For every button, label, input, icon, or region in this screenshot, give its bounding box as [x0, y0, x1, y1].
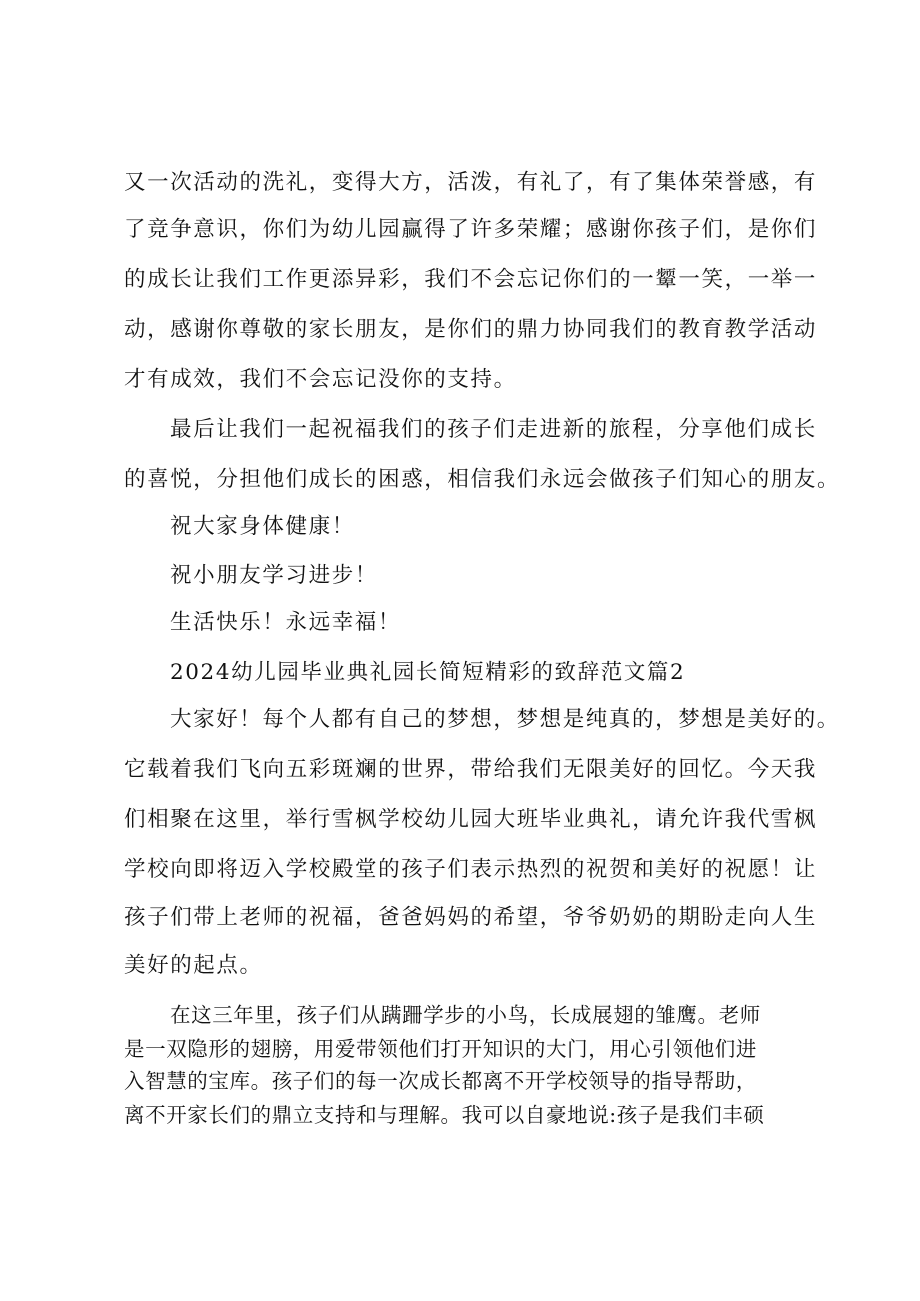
text-line: 最后让我们一起祝福我们的孩子们走进新的旅程，分享他们成长: [170, 417, 817, 442]
text-line: 生活快乐！永远幸福！: [170, 610, 402, 635]
text-line: 入智慧的宝库。孩子们的每一次成长都离不开学校领导的指导帮助，: [124, 1069, 757, 1093]
text-line: 们相聚在这里，举行雪枫学校幼儿园大班毕业典礼，请允许我代雪枫: [124, 807, 818, 832]
text-line: 动，感谢你尊敬的家长朋友，是你们的鼎力协同我们的教育教学活动: [124, 317, 818, 342]
text-line: 离不开家长们的鼎立支持和与理解。我可以自豪地说:孩子是我们丰硕: [124, 1103, 765, 1127]
text-line: 它载着我们飞向五彩斑斓的世界，带给我们无限美好的回忆。今天我: [124, 757, 818, 782]
section-heading: 2024幼儿园毕业典礼园长简短精彩的致辞范文篇2: [170, 660, 686, 685]
text-line: 学校向即将迈入学校殿堂的孩子们表示热烈的祝贺和美好的祝愿！让: [124, 857, 818, 882]
text-line: 美好的起点。: [124, 953, 263, 978]
text-line: 的喜悦，分担他们成长的困惑，相信我们永远会做孩子们知心的朋友。: [124, 467, 841, 492]
text-line: 的成长让我们工作更添异彩，我们不会忘记你们的一颦一笑，一举一: [124, 267, 818, 292]
text-line: 祝小朋友学习进步！: [170, 563, 378, 588]
text-line: 在这三年里，孩子们从蹒跚学步的小鸟，长成展翅的雏鹰。老师: [170, 1003, 761, 1027]
text-line: 才有成效，我们不会忘记没你的支持。: [124, 367, 517, 392]
text-line: 是一双隐形的翅膀，用爱带领他们打开知识的大门，用心引领他们进: [124, 1037, 757, 1061]
text-line: 大家好！每个人都有自己的梦想，梦想是纯真的，梦想是美好的。: [170, 707, 840, 732]
text-line: 了竞争意识，你们为幼儿园赢得了许多荣耀；感谢你孩子们，是你们: [124, 217, 818, 242]
text-line: 又一次活动的洗礼，变得大方，活泼，有礼了，有了集体荣誉感，有: [124, 170, 818, 195]
text-line: 祝大家身体健康！: [170, 514, 355, 539]
text-line: 孩子们带上老师的祝福，爸爸妈妈的希望，爷爷奶奶的期盼走向人生: [124, 905, 818, 930]
